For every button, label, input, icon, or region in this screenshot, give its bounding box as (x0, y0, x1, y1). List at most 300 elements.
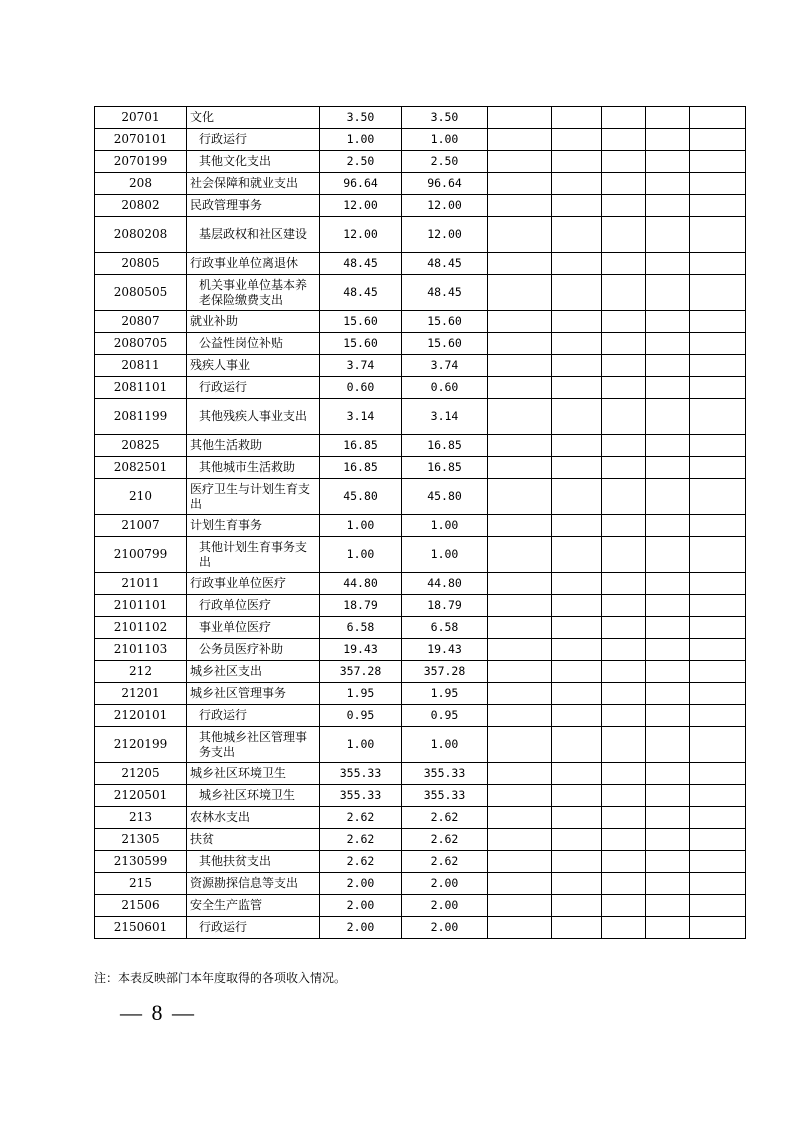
empty-cell (488, 595, 552, 617)
total-amount-cell: 16.85 (320, 457, 402, 479)
amount-cell: 1.00 (402, 515, 488, 537)
account-name-cell: 公益性岗位补贴 (187, 333, 320, 355)
empty-cell (602, 917, 646, 939)
empty-cell (646, 195, 690, 217)
amount-cell: 3.74 (402, 355, 488, 377)
empty-cell (646, 661, 690, 683)
empty-cell (602, 217, 646, 253)
empty-cell (552, 727, 602, 763)
amount-cell: 0.60 (402, 377, 488, 399)
amount-cell: 16.85 (402, 435, 488, 457)
total-amount-cell: 3.14 (320, 399, 402, 435)
amount-cell: 357.28 (402, 661, 488, 683)
empty-cell (488, 311, 552, 333)
empty-cell (602, 617, 646, 639)
empty-cell (488, 173, 552, 195)
empty-cell (488, 705, 552, 727)
empty-cell (646, 173, 690, 195)
amount-cell: 2.62 (402, 851, 488, 873)
total-amount-cell: 1.00 (320, 129, 402, 151)
empty-cell (602, 275, 646, 311)
empty-cell (488, 639, 552, 661)
empty-cell (690, 275, 746, 311)
empty-cell (602, 895, 646, 917)
empty-cell (690, 873, 746, 895)
table-body (95, 107, 746, 939)
empty-cell (602, 873, 646, 895)
empty-cell (488, 195, 552, 217)
empty-cell (690, 727, 746, 763)
account-name-cell: 残疾人事业 (187, 355, 320, 377)
table-row (95, 311, 746, 333)
empty-cell (552, 457, 602, 479)
empty-cell (646, 617, 690, 639)
empty-cell (488, 661, 552, 683)
account-code-cell: 21305 (95, 829, 187, 851)
account-name-cell: 其他扶贫支出 (187, 851, 320, 873)
account-name-cell: 公务员医疗补助 (187, 639, 320, 661)
amount-cell: 2.00 (402, 895, 488, 917)
empty-cell (646, 785, 690, 807)
amount-cell: 2.50 (402, 151, 488, 173)
amount-cell: 355.33 (402, 763, 488, 785)
account-name-cell: 就业补助 (187, 311, 320, 333)
total-amount-cell: 12.00 (320, 217, 402, 253)
empty-cell (552, 195, 602, 217)
account-code-cell: 20807 (95, 311, 187, 333)
empty-cell (646, 537, 690, 573)
empty-cell (602, 763, 646, 785)
total-amount-cell: 357.28 (320, 661, 402, 683)
empty-cell (690, 595, 746, 617)
empty-cell (602, 129, 646, 151)
empty-cell (552, 807, 602, 829)
empty-cell (488, 515, 552, 537)
empty-cell (602, 107, 646, 129)
empty-cell (552, 333, 602, 355)
account-name-cell: 其他生活救助 (187, 435, 320, 457)
account-code-cell: 2080705 (95, 333, 187, 355)
amount-cell: 2.62 (402, 829, 488, 851)
account-name-cell: 行政运行 (187, 705, 320, 727)
table-row (95, 851, 746, 873)
table-row (95, 173, 746, 195)
empty-cell (552, 763, 602, 785)
account-name-cell: 其他计划生育事务支出 (187, 537, 320, 573)
account-code-cell: 2101101 (95, 595, 187, 617)
empty-cell (646, 435, 690, 457)
account-name-cell: 城乡社区环境卫生 (187, 785, 320, 807)
table-row (95, 683, 746, 705)
empty-cell (488, 851, 552, 873)
account-code-cell: 2100799 (95, 537, 187, 573)
table-row (95, 195, 746, 217)
total-amount-cell: 3.74 (320, 355, 402, 377)
empty-cell (690, 311, 746, 333)
account-code-cell: 21506 (95, 895, 187, 917)
table-row (95, 217, 746, 253)
table-row (95, 479, 746, 515)
amount-cell: 1.95 (402, 683, 488, 705)
account-name-cell: 基层政权和社区建设 (187, 217, 320, 253)
amount-cell: 2.62 (402, 807, 488, 829)
empty-cell (552, 785, 602, 807)
account-code-cell: 2120101 (95, 705, 187, 727)
account-code-cell: 2101102 (95, 617, 187, 639)
empty-cell (488, 107, 552, 129)
empty-cell (646, 727, 690, 763)
account-code-cell: 2080208 (95, 217, 187, 253)
account-name-cell: 计划生育事务 (187, 515, 320, 537)
amount-cell: 6.58 (402, 617, 488, 639)
table-row (95, 873, 746, 895)
account-code-cell: 20805 (95, 253, 187, 275)
account-code-cell: 20802 (95, 195, 187, 217)
empty-cell (690, 617, 746, 639)
account-name-cell: 行政运行 (187, 377, 320, 399)
empty-cell (488, 573, 552, 595)
empty-cell (552, 151, 602, 173)
empty-cell (690, 173, 746, 195)
empty-cell (690, 253, 746, 275)
total-amount-cell: 2.00 (320, 917, 402, 939)
empty-cell (552, 595, 602, 617)
empty-cell (602, 727, 646, 763)
empty-cell (552, 917, 602, 939)
empty-cell (552, 573, 602, 595)
empty-cell (602, 173, 646, 195)
empty-cell (552, 479, 602, 515)
total-amount-cell: 1.00 (320, 727, 402, 763)
empty-cell (488, 333, 552, 355)
amount-cell: 355.33 (402, 785, 488, 807)
empty-cell (602, 457, 646, 479)
account-name-cell: 城乡社区管理事务 (187, 683, 320, 705)
empty-cell (646, 399, 690, 435)
total-amount-cell: 1.95 (320, 683, 402, 705)
table-row (95, 895, 746, 917)
account-code-cell: 2081101 (95, 377, 187, 399)
total-amount-cell: 16.85 (320, 435, 402, 457)
empty-cell (646, 763, 690, 785)
account-name-cell: 文化 (187, 107, 320, 129)
empty-cell (646, 573, 690, 595)
empty-cell (602, 515, 646, 537)
table-row (95, 107, 746, 129)
empty-cell (552, 355, 602, 377)
empty-cell (602, 639, 646, 661)
amount-cell: 16.85 (402, 457, 488, 479)
empty-cell (690, 785, 746, 807)
empty-cell (646, 705, 690, 727)
empty-cell (488, 873, 552, 895)
empty-cell (602, 151, 646, 173)
table-row (95, 399, 746, 435)
empty-cell (488, 253, 552, 275)
total-amount-cell: 355.33 (320, 785, 402, 807)
empty-cell (690, 683, 746, 705)
empty-cell (602, 683, 646, 705)
table-row (95, 377, 746, 399)
account-code-cell: 20701 (95, 107, 187, 129)
empty-cell (552, 311, 602, 333)
empty-cell (646, 829, 690, 851)
total-amount-cell: 1.00 (320, 537, 402, 573)
empty-cell (690, 705, 746, 727)
empty-cell (488, 829, 552, 851)
account-code-cell: 21205 (95, 763, 187, 785)
empty-cell (646, 275, 690, 311)
empty-cell (690, 917, 746, 939)
empty-cell (646, 873, 690, 895)
total-amount-cell: 44.80 (320, 573, 402, 595)
amount-cell: 48.45 (402, 275, 488, 311)
empty-cell (602, 399, 646, 435)
table-row (95, 829, 746, 851)
account-code-cell: 2082501 (95, 457, 187, 479)
account-code-cell: 2101103 (95, 639, 187, 661)
account-name-cell: 行政运行 (187, 129, 320, 151)
total-amount-cell: 355.33 (320, 763, 402, 785)
table-row (95, 705, 746, 727)
account-code-cell: 20811 (95, 355, 187, 377)
empty-cell (488, 129, 552, 151)
amount-cell: 0.95 (402, 705, 488, 727)
empty-cell (690, 537, 746, 573)
empty-cell (602, 479, 646, 515)
total-amount-cell: 18.79 (320, 595, 402, 617)
empty-cell (552, 435, 602, 457)
empty-cell (552, 851, 602, 873)
amount-cell: 15.60 (402, 333, 488, 355)
empty-cell (690, 195, 746, 217)
empty-cell (552, 377, 602, 399)
table-row (95, 253, 746, 275)
empty-cell (602, 595, 646, 617)
empty-cell (488, 399, 552, 435)
table-row (95, 617, 746, 639)
empty-cell (488, 217, 552, 253)
table-row (95, 515, 746, 537)
total-amount-cell: 2.62 (320, 851, 402, 873)
account-name-cell: 行政事业单位离退休 (187, 253, 320, 275)
amount-cell: 2.00 (402, 873, 488, 895)
table-row (95, 573, 746, 595)
empty-cell (552, 275, 602, 311)
amount-cell: 45.80 (402, 479, 488, 515)
empty-cell (602, 807, 646, 829)
account-code-cell: 2130599 (95, 851, 187, 873)
total-amount-cell: 2.00 (320, 873, 402, 895)
account-code-cell: 20825 (95, 435, 187, 457)
account-code-cell: 21201 (95, 683, 187, 705)
empty-cell (488, 785, 552, 807)
empty-cell (690, 851, 746, 873)
empty-cell (690, 217, 746, 253)
empty-cell (690, 129, 746, 151)
account-code-cell: 210 (95, 479, 187, 515)
empty-cell (690, 661, 746, 683)
empty-cell (602, 311, 646, 333)
empty-cell (488, 917, 552, 939)
empty-cell (690, 479, 746, 515)
total-amount-cell: 96.64 (320, 173, 402, 195)
account-code-cell: 2080505 (95, 275, 187, 311)
table-row (95, 435, 746, 457)
amount-cell: 1.00 (402, 129, 488, 151)
table-row (95, 457, 746, 479)
account-name-cell: 农林水支出 (187, 807, 320, 829)
empty-cell (488, 479, 552, 515)
empty-cell (646, 151, 690, 173)
table-row (95, 807, 746, 829)
empty-cell (488, 457, 552, 479)
empty-cell (602, 377, 646, 399)
total-amount-cell: 2.50 (320, 151, 402, 173)
account-code-cell: 215 (95, 873, 187, 895)
empty-cell (602, 435, 646, 457)
amount-cell: 12.00 (402, 195, 488, 217)
table-row (95, 727, 746, 763)
empty-cell (552, 639, 602, 661)
account-name-cell: 其他城市生活救助 (187, 457, 320, 479)
table-row (95, 639, 746, 661)
total-amount-cell: 2.62 (320, 829, 402, 851)
total-amount-cell: 15.60 (320, 311, 402, 333)
page-number: — 8 — (120, 1000, 196, 1025)
empty-cell (602, 705, 646, 727)
empty-cell (690, 399, 746, 435)
amount-cell: 12.00 (402, 217, 488, 253)
table-row (95, 151, 746, 173)
empty-cell (488, 807, 552, 829)
empty-cell (690, 355, 746, 377)
table-row (95, 537, 746, 573)
account-name-cell: 其他残疾人事业支出 (187, 399, 320, 435)
empty-cell (552, 217, 602, 253)
empty-cell (646, 807, 690, 829)
empty-cell (488, 763, 552, 785)
amount-cell: 15.60 (402, 311, 488, 333)
empty-cell (602, 195, 646, 217)
empty-cell (646, 377, 690, 399)
account-name-cell: 城乡社区环境卫生 (187, 763, 320, 785)
empty-cell (488, 377, 552, 399)
empty-cell (690, 515, 746, 537)
empty-cell (552, 829, 602, 851)
empty-cell (552, 399, 602, 435)
table-row (95, 917, 746, 939)
empty-cell (488, 537, 552, 573)
amount-cell: 2.00 (402, 917, 488, 939)
empty-cell (646, 479, 690, 515)
empty-cell (690, 829, 746, 851)
empty-cell (488, 275, 552, 311)
empty-cell (488, 895, 552, 917)
account-name-cell: 社会保障和就业支出 (187, 173, 320, 195)
empty-cell (646, 457, 690, 479)
account-code-cell: 2120501 (95, 785, 187, 807)
empty-cell (646, 683, 690, 705)
empty-cell (488, 151, 552, 173)
empty-cell (646, 217, 690, 253)
empty-cell (602, 661, 646, 683)
amount-cell: 3.50 (402, 107, 488, 129)
account-name-cell: 城乡社区支出 (187, 661, 320, 683)
empty-cell (646, 129, 690, 151)
table-row (95, 355, 746, 377)
account-code-cell: 2150601 (95, 917, 187, 939)
total-amount-cell: 19.43 (320, 639, 402, 661)
total-amount-cell: 48.45 (320, 275, 402, 311)
total-amount-cell: 15.60 (320, 333, 402, 355)
budget-table (94, 106, 746, 939)
account-name-cell: 其他文化支出 (187, 151, 320, 173)
empty-cell (552, 617, 602, 639)
empty-cell (646, 333, 690, 355)
account-name-cell: 机关事业单位基本养老保险缴费支出 (187, 275, 320, 311)
total-amount-cell: 1.00 (320, 515, 402, 537)
empty-cell (646, 895, 690, 917)
amount-cell: 3.14 (402, 399, 488, 435)
account-name-cell: 行政事业单位医疗 (187, 573, 320, 595)
empty-cell (646, 355, 690, 377)
empty-cell (602, 573, 646, 595)
empty-cell (646, 311, 690, 333)
table-row (95, 763, 746, 785)
empty-cell (690, 639, 746, 661)
table-row (95, 275, 746, 311)
account-code-cell: 2081199 (95, 399, 187, 435)
table-note: 注：本表反映部门本年度取得的各项收入情况。 (94, 971, 347, 985)
amount-cell: 18.79 (402, 595, 488, 617)
total-amount-cell: 2.00 (320, 895, 402, 917)
empty-cell (552, 873, 602, 895)
empty-cell (602, 253, 646, 275)
empty-cell (552, 129, 602, 151)
empty-cell (690, 151, 746, 173)
empty-cell (690, 573, 746, 595)
empty-cell (690, 807, 746, 829)
empty-cell (552, 895, 602, 917)
empty-cell (552, 253, 602, 275)
total-amount-cell: 45.80 (320, 479, 402, 515)
empty-cell (552, 705, 602, 727)
total-amount-cell: 6.58 (320, 617, 402, 639)
account-name-cell: 事业单位医疗 (187, 617, 320, 639)
empty-cell (488, 617, 552, 639)
account-name-cell: 资源勘探信息等支出 (187, 873, 320, 895)
account-code-cell: 2070199 (95, 151, 187, 173)
empty-cell (602, 537, 646, 573)
empty-cell (646, 851, 690, 873)
empty-cell (552, 683, 602, 705)
empty-cell (488, 435, 552, 457)
empty-cell (488, 683, 552, 705)
account-name-cell: 行政单位医疗 (187, 595, 320, 617)
empty-cell (488, 727, 552, 763)
empty-cell (646, 515, 690, 537)
total-amount-cell: 12.00 (320, 195, 402, 217)
empty-cell (552, 537, 602, 573)
empty-cell (690, 435, 746, 457)
table-row (95, 785, 746, 807)
empty-cell (690, 763, 746, 785)
account-name-cell: 民政管理事务 (187, 195, 320, 217)
empty-cell (602, 851, 646, 873)
account-code-cell: 21011 (95, 573, 187, 595)
empty-cell (646, 917, 690, 939)
